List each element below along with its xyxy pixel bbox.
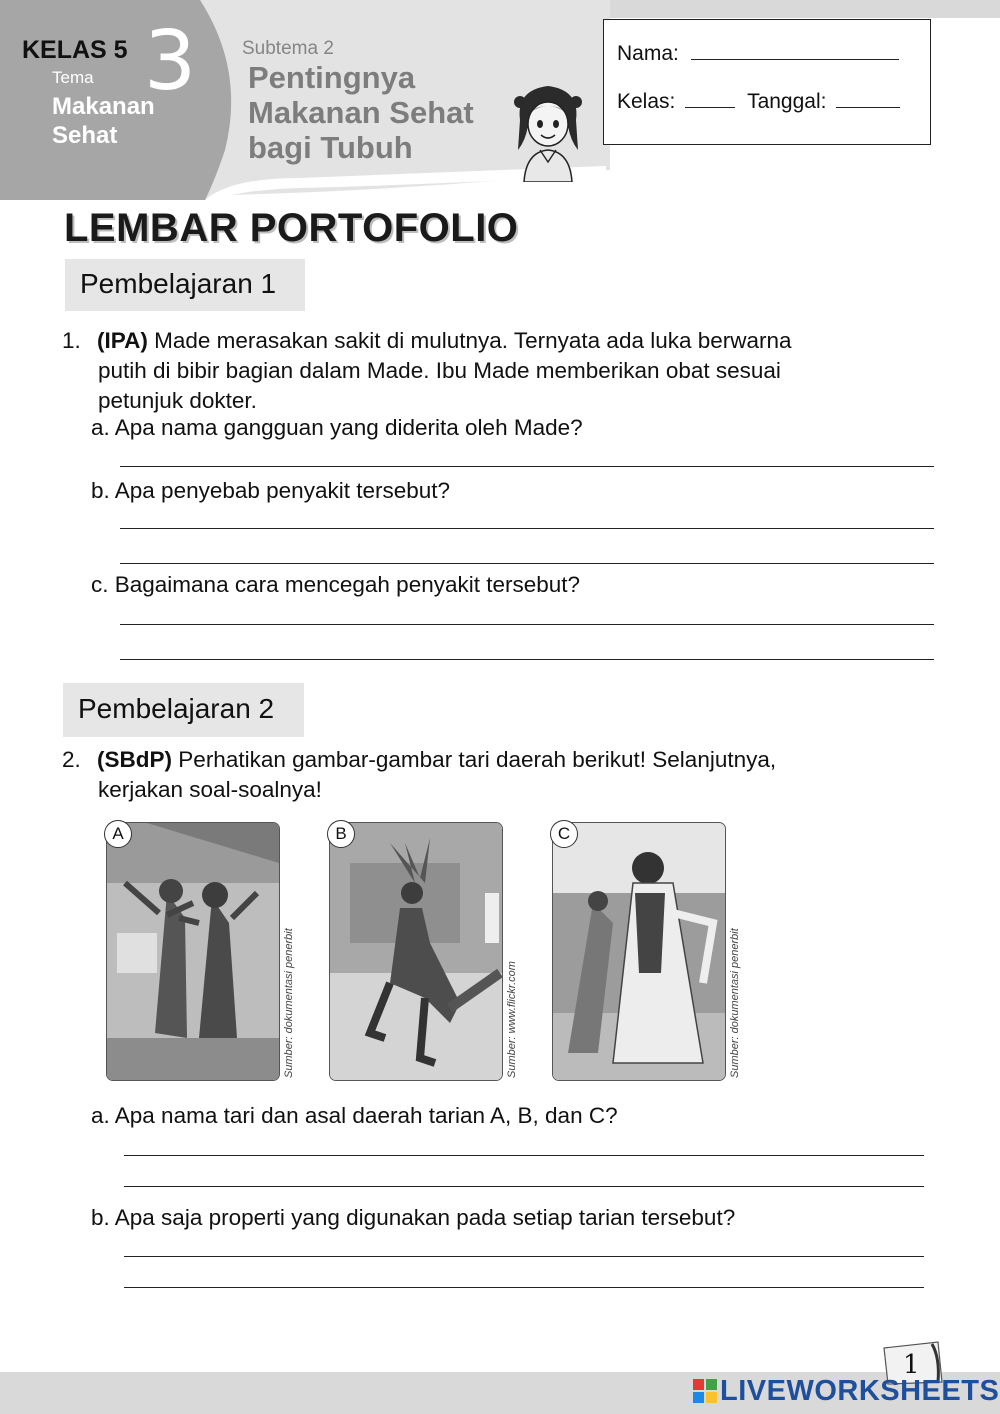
photo-dance-c	[552, 822, 726, 1081]
theme-name-line1: Makanan	[52, 93, 155, 120]
question2-sub-b: b. Apa saja properti yang digunakan pada setiap tarian tersebut?	[91, 1205, 736, 1230]
girl-illustration-icon	[510, 80, 586, 182]
question1-line1	[62, 326, 922, 356]
question2-subject: (SBdP)	[97, 747, 173, 772]
section2-heading: Pembelajaran 2	[63, 683, 304, 737]
dance-c-image	[553, 823, 725, 1080]
answer-line[interactable]	[124, 1256, 924, 1257]
answer-line[interactable]	[120, 466, 934, 467]
student-identity-box	[603, 19, 931, 145]
question2-number: 2.	[62, 747, 81, 772]
question2-text-line2: kerjakan soal-soalnya!	[98, 777, 322, 802]
dance-b-image	[330, 823, 502, 1080]
answer-line[interactable]	[124, 1186, 924, 1187]
header-top-strip	[600, 0, 1000, 18]
subtheme-title-line1: Pentingnya	[248, 60, 416, 95]
photo-a-label: A	[104, 820, 132, 848]
answer-line[interactable]	[120, 563, 934, 564]
answer-line[interactable]	[120, 659, 934, 660]
question1-text-line2: putih di bibir bagian dalam Made. Ibu Made memberikan obat sesuai	[98, 358, 781, 383]
question2	[62, 745, 922, 805]
question1-text-line1: Made merasakan sakit di mulutnya. Ternyata ada luka berwarna	[154, 328, 792, 353]
question2-line1	[62, 745, 922, 775]
photo-a-credit: Sumber: dokumentasi penerbit	[283, 928, 295, 1078]
photo-dance-b	[329, 822, 503, 1081]
subtheme-title-line2: Makanan Sehat	[248, 95, 474, 130]
photo-c-credit: Sumber: dokumentasi penerbit	[729, 928, 741, 1078]
name-field[interactable]	[691, 43, 899, 60]
photo-b-label: B	[327, 820, 355, 848]
class-date-row	[617, 90, 900, 114]
subtheme-title-line3: bagi Tubuh	[248, 130, 413, 165]
answer-line[interactable]	[120, 528, 934, 529]
class-label: Kelas:	[617, 90, 676, 113]
theme-label: Tema	[52, 68, 94, 87]
answer-line[interactable]	[120, 624, 934, 625]
brand-name[interactable]: LIVEWORKSHEETS	[720, 1375, 1000, 1407]
photo-c-label: C	[550, 820, 578, 848]
grade-label: KELAS 5	[22, 36, 128, 64]
name-row	[617, 42, 899, 66]
theme-name	[52, 92, 155, 150]
page-number: 1	[903, 1350, 920, 1380]
question1-text-line3: petunjuk dokter.	[98, 388, 257, 413]
photo-b-credit: Sumber: www.flickr.com	[506, 961, 518, 1078]
question2-text-line1: Perhatikan gambar-gambar tari daerah berikut! Selanjutnya,	[178, 747, 777, 772]
question1-sub-a: a. Apa nama gangguan yang diderita oleh Made?	[91, 415, 583, 440]
dance-a-image	[107, 823, 279, 1080]
class-field[interactable]	[685, 91, 735, 108]
answer-line[interactable]	[124, 1287, 924, 1288]
photo-dance-a	[106, 822, 280, 1081]
section1-heading: Pembelajaran 1	[65, 259, 305, 311]
theme-number: 3	[144, 14, 197, 109]
page-title: LEMBAR PORTOFOLIO	[64, 206, 519, 250]
question1-number: 1.	[62, 328, 81, 353]
date-label: Tanggal:	[747, 90, 827, 113]
subtheme-label: Subtema 2	[242, 38, 334, 59]
subtheme-title	[248, 60, 474, 165]
answer-line[interactable]	[124, 1155, 924, 1156]
question1	[62, 326, 922, 416]
name-label: Nama:	[617, 42, 679, 65]
liveworksheets-logo-icon	[692, 1378, 718, 1404]
question1-sub-b: b. Apa penyebab penyakit tersebut?	[91, 478, 451, 503]
date-field[interactable]	[836, 91, 900, 108]
question2-sub-a: a. Apa nama tari dan asal daerah tarian A, B, dan C?	[91, 1103, 618, 1128]
question1-subject: (IPA)	[97, 328, 148, 353]
question1-sub-c: c. Bagaimana cara mencegah penyakit tersebut?	[91, 572, 581, 597]
theme-name-line2: Sehat	[52, 122, 118, 149]
